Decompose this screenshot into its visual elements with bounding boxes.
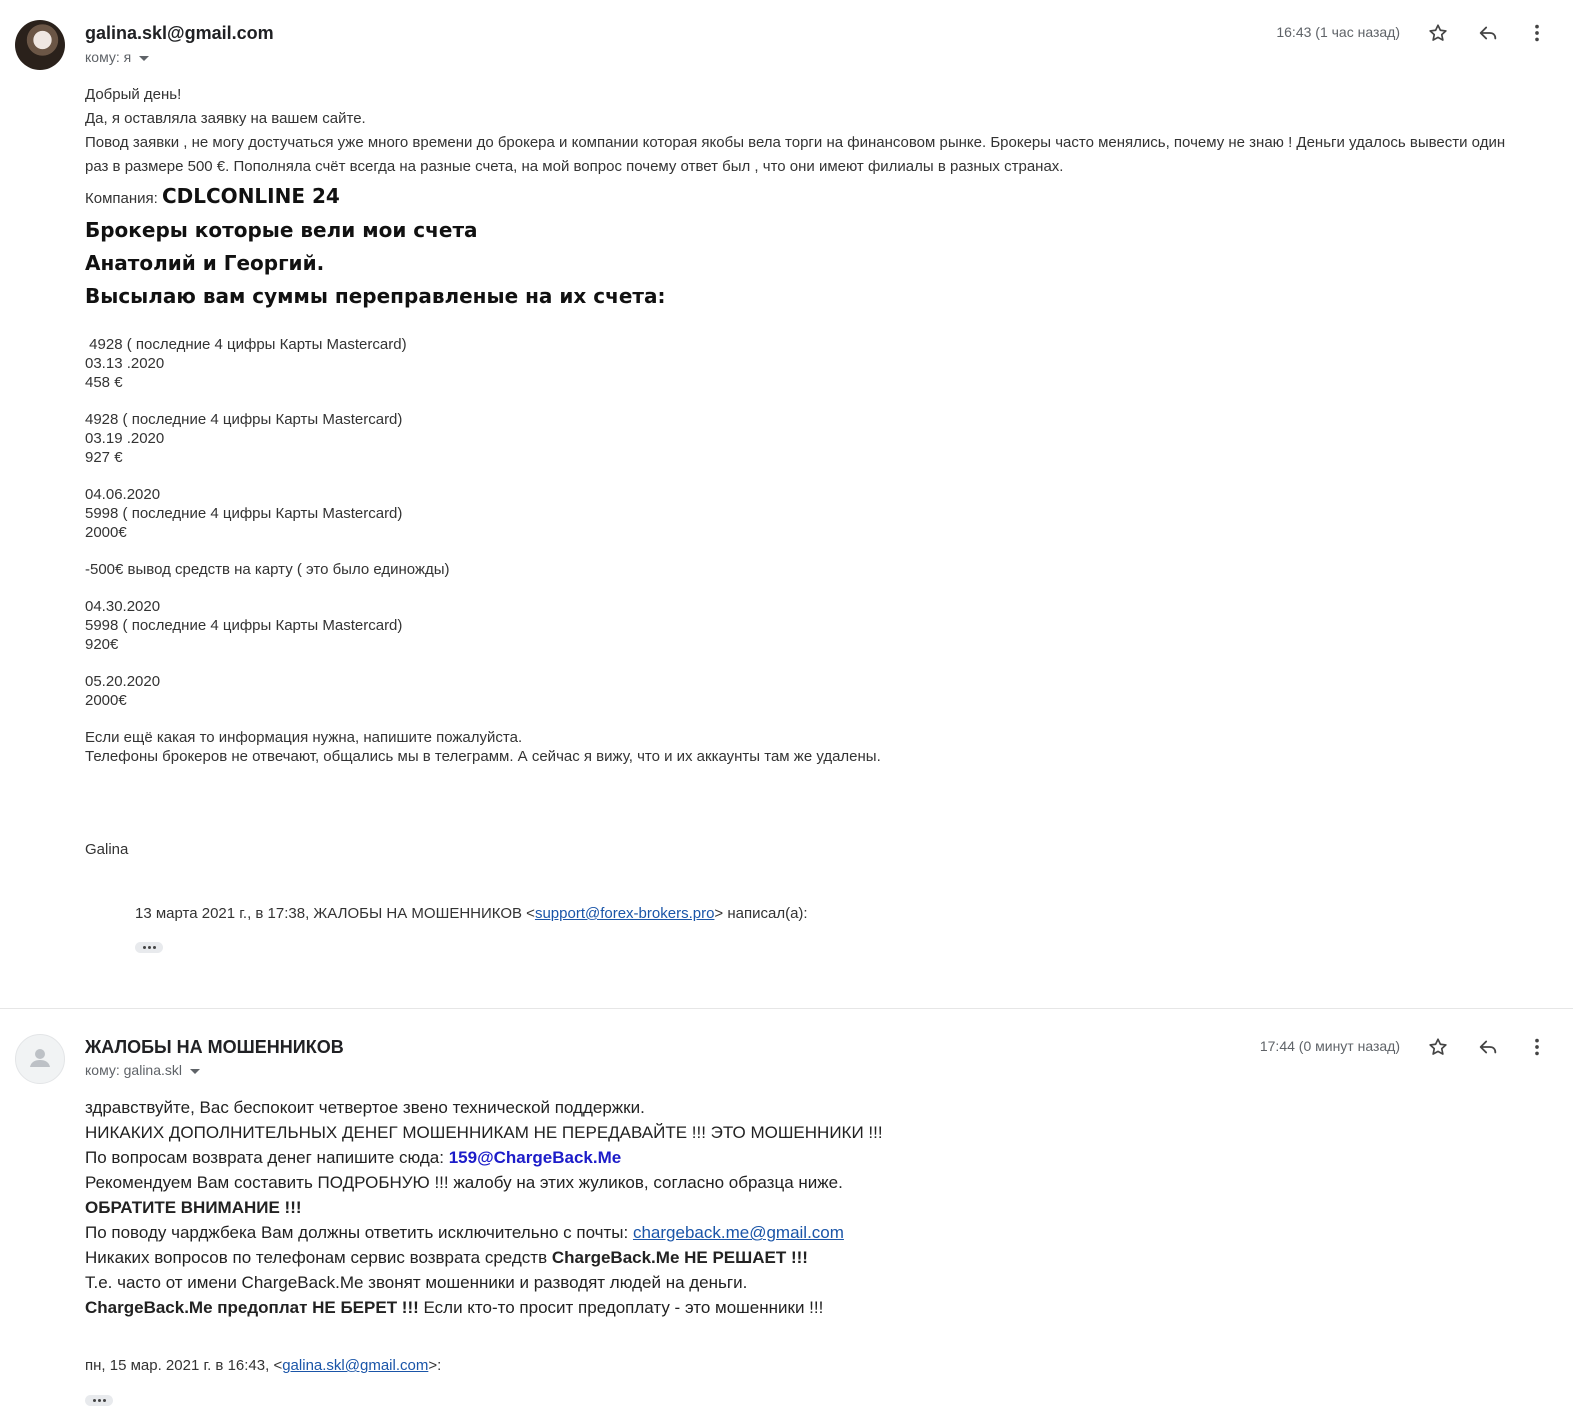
transaction-amount: 920€	[85, 636, 119, 653]
more-vert-icon	[1526, 1036, 1548, 1058]
show-trimmed-content-button[interactable]	[85, 1395, 113, 1406]
recipient-label: кому: я	[85, 49, 132, 65]
quoted-header-prefix: пн, 15 мар. 2021 г. в 16:43, <	[85, 1357, 283, 1374]
contact-email[interactable]: 159@ChargeBack.Me	[448, 1148, 622, 1167]
quoted-header	[135, 905, 808, 922]
chargeback-email-link[interactable]: chargeback.me@gmail.com	[632, 1223, 844, 1242]
quoted-header-suffix: > написал(а):	[714, 905, 808, 922]
show-trimmed-content-icon	[98, 1399, 101, 1402]
quoted-email-link[interactable]: support@forex-brokers.pro	[534, 905, 715, 922]
transaction-date: 04.30.2020	[85, 598, 161, 615]
body-line-text: По поводу чарджбека Вам должны ответить исключительно с почты:	[85, 1223, 633, 1242]
chevron-down-icon	[190, 1069, 200, 1074]
message-body	[85, 83, 1525, 766]
body-line-text: Если кто-то просит предоплату - это мошенники !!!	[418, 1298, 824, 1317]
sender-name[interactable]: ЖАЛОБЫ НА МОШЕННИКОВ	[85, 1037, 344, 1057]
show-trimmed-content-icon	[103, 1399, 106, 1402]
body-line	[85, 1245, 1485, 1270]
withdrawal-line	[85, 560, 1525, 579]
quoted-header-prefix: 13 марта 2021 г., в 17:38, ЖАЛОБЫ НА МОШЕННИКОВ <	[135, 905, 535, 922]
company-label: Компания:	[85, 190, 158, 207]
sender-name[interactable]: galina.skl@gmail.com	[85, 23, 274, 43]
body-line: НИКАКИХ ДОПОЛНИТЕЛЬНЫХ ДЕНЕГ МОШЕННИКАМ НЕ ПЕРЕДАВАЙТЕ !!! ЭТО МОШЕННИКИ !!!	[85, 1123, 883, 1142]
body-line-bold: ChargeBack.Me предоплат НЕ БЕРЕТ !!!	[85, 1298, 419, 1317]
body-line: Т.е. часто от имени ChargeBack.Me звонят мошенники и разводят людей на деньги.	[85, 1273, 748, 1292]
sums-heading: Высылаю вам суммы переправленые на их счета:	[85, 284, 666, 308]
body-paragraph: Повод заявки , не могу достучаться уже много времени до брокера и компании которая якобы вела торги на финансовом рынке. Брокеры часто менялись, почему не знаю ! Деньги удалось вывести один раз в размере 500 €. Пополняла счёт всегда на разные счета, на мой вопрос почему ответ был , что они имеют филиалы в разных странах.	[85, 134, 1506, 175]
more-options-button[interactable]	[1523, 1033, 1551, 1061]
brokers-heading: Брокеры которые вели мои счета	[85, 218, 478, 242]
transaction-card: 5998 ( последние 4 цифры Карты Mastercard)	[85, 617, 403, 634]
company-name: CDLCONLINE 24	[161, 184, 340, 208]
recipient-details-toggle[interactable]	[85, 1062, 200, 1078]
message-divider	[0, 1008, 1573, 1009]
sender-avatar[interactable]	[15, 20, 65, 70]
message-time: 16:43 (1 час назад)	[1276, 24, 1400, 40]
chevron-down-icon	[139, 56, 149, 61]
body-line: Рекомендуем Вам составить ПОДРОБНУЮ !!! жалобу на этих жуликов, согласно образца ниже.	[85, 1173, 843, 1192]
transaction-block	[85, 335, 1525, 392]
body-line	[85, 1295, 1485, 1320]
transaction-block	[85, 672, 1525, 710]
quoted-email-link[interactable]: galina.skl@gmail.com	[282, 1357, 429, 1374]
body-line: здравствуйте, Вас беспокоит четвертое звено технической поддержки.	[85, 1098, 645, 1117]
transaction-amount: 927 €	[85, 449, 123, 466]
show-trimmed-content-icon	[143, 946, 146, 949]
recipient-label: кому: galina.skl	[85, 1062, 182, 1078]
transaction-date: 03.19 .2020	[85, 430, 165, 447]
message-time: 17:44 (0 минут назад)	[1259, 1038, 1400, 1054]
transaction-date: 05.20.2020	[85, 673, 161, 690]
show-trimmed-content-icon	[148, 946, 151, 949]
transaction-card: 5998 ( последние 4 цифры Карты Mastercard)	[85, 505, 403, 522]
reply-button[interactable]	[1474, 19, 1502, 47]
closing-line: Если ещё какая то информация нужна, напишите пожалуйста.	[85, 729, 523, 746]
closing-line: Телефоны брокеров не отвечают, общались мы в телеграмм. А сейчас я вижу, что и их аккаунты там же удалены.	[85, 748, 881, 765]
transaction-block	[85, 597, 1525, 654]
body-line: Да, я оставляла заявку на вашем сайте.	[85, 110, 366, 127]
reply-icon	[1477, 1036, 1499, 1058]
body-line	[85, 1220, 1485, 1245]
sender-avatar[interactable]	[15, 1034, 65, 1084]
reply-icon	[1477, 22, 1499, 44]
quoted-header-suffix: >:	[428, 1357, 442, 1374]
transaction-amount: 2000€	[85, 524, 127, 541]
body-line-text: По вопросам возврата денег напишите сюда:	[85, 1148, 449, 1167]
star-icon	[1427, 1036, 1449, 1058]
show-trimmed-content-button[interactable]	[135, 942, 163, 953]
body-line	[85, 1145, 1485, 1170]
greeting: Добрый день!	[85, 86, 182, 103]
transaction-card: 4928 ( последние 4 цифры Карты Mastercard)	[85, 411, 403, 428]
closing-block	[85, 728, 1525, 766]
brokers-names: Анатолий и Георгий.	[85, 251, 325, 275]
body-line-text: Никаких вопросов по телефонам сервис возврата средств	[85, 1248, 552, 1267]
star-icon	[1427, 22, 1449, 44]
company-line	[85, 181, 1525, 214]
attention-line: ОБРАТИТЕ ВНИМАНИЕ !!!	[85, 1198, 302, 1217]
show-trimmed-content-icon	[93, 1399, 96, 1402]
transaction-card: 4928 ( последние 4 цифры Карты Mastercard)	[85, 336, 407, 353]
star-button[interactable]	[1424, 19, 1452, 47]
transaction-date: 04.06.2020	[85, 486, 161, 503]
more-vert-icon	[1526, 22, 1548, 44]
withdrawal-text: -500€ вывод средств на карту ( это было единожды)	[85, 561, 450, 578]
transaction-amount: 2000€	[85, 692, 127, 709]
reply-button[interactable]	[1474, 1033, 1502, 1061]
transaction-block	[85, 485, 1525, 542]
transaction-block	[85, 410, 1525, 467]
signature: Galina	[85, 841, 129, 858]
star-button[interactable]	[1424, 1033, 1452, 1061]
show-trimmed-content-icon	[153, 946, 156, 949]
transaction-amount: 458 €	[85, 374, 123, 391]
message-body	[85, 1095, 1485, 1320]
quoted-header	[85, 1357, 441, 1374]
person-icon	[16, 1035, 64, 1083]
recipient-details-toggle[interactable]	[85, 49, 149, 65]
more-options-button[interactable]	[1523, 19, 1551, 47]
body-line-bold: ChargeBack.Me НЕ РЕШАЕТ !!!	[551, 1248, 808, 1267]
transaction-date: 03.13 .2020	[85, 355, 165, 372]
